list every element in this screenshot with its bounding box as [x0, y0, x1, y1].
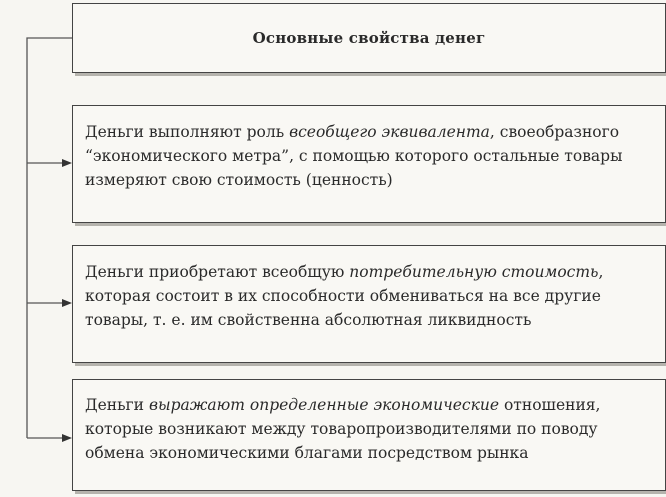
property-box-1: [72, 105, 666, 223]
key-term-2: потребительную стоимость: [349, 263, 599, 281]
arrowhead-1: [62, 159, 72, 167]
property-text-1: Деньги выполняют роль всеобщего эквивалента, своеобразного “экономического метра”, с помощью которого остальные товары измеряют свою стоимость (ценность): [85, 123, 623, 189]
property-text-2: Деньги приобретают всеобщую потребительную стоимость, которая состоит в их способности обмениваться на все другие товары, т. е. им свойственна абсолютная ликвидность: [85, 263, 604, 329]
arrowhead-3: [62, 434, 72, 442]
property-box-2: [72, 245, 666, 363]
key-term-3: выражают определенные экономические: [148, 396, 500, 414]
branch-line: [27, 38, 72, 438]
property-box-3: [72, 379, 666, 491]
header-box: [72, 3, 666, 73]
diagram-title: Основные свойства денег: [252, 29, 486, 47]
key-term-1: всеобщего эквивалента: [289, 123, 490, 141]
property-text-3: Деньги выражают определенные экономические отношения, которые возникают между товаропроизводителями по поводу обмена экономическими благами посредством рынка: [85, 396, 601, 462]
arrowhead-2: [62, 299, 72, 307]
